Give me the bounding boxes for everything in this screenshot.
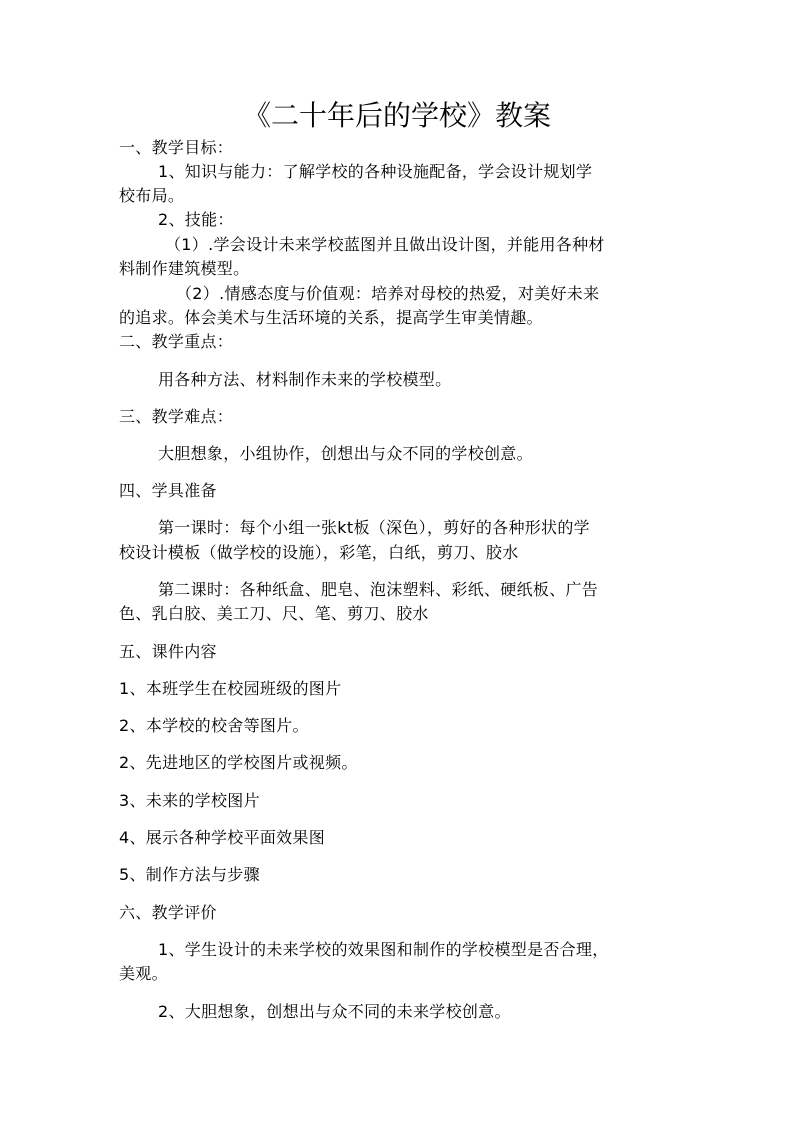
list-item: 2、先进地区的学校图片或视频。 (119, 753, 358, 772)
objective-skill2-line2: 的追求。体会美术与生活环境的关系，提高学生审美情趣。 (119, 308, 543, 327)
materials-lesson2-line1: 第二课时：各种纸盒、肥皂、泡沫塑料、彩纸、硬纸板、广告 (158, 580, 599, 599)
objective-knowledge-line1: 1、知识与能力：了解学校的各种设施配备，学会设计规划学 (158, 162, 593, 181)
materials-lesson1-line2: 校设计模板（做学校的设施），彩笔，白纸，剪刀、胶水 (119, 543, 519, 562)
materials-lesson2-line2: 色、乳白胶、美工刀、尺、笔、剪刀、胶水 (119, 604, 429, 623)
evaluation-item2: 2、大胆想象，创想出与众不同的未来学校创意。 (158, 1002, 511, 1021)
materials-lesson1-line1: 第一课时：每个小组一张kt板（深色），剪好的各种形状的学 (158, 518, 590, 537)
objective-knowledge-line2: 校布局。 (119, 186, 185, 205)
objective-skill1-line2: 料制作建筑模型。 (119, 259, 250, 278)
key-points-text: 用各种方法、材料制作未来的学校模型。 (158, 370, 452, 389)
section-heading-materials: 四、学具准备 (119, 481, 217, 500)
list-item: 3、未来的学校图片 (119, 791, 260, 810)
objective-skill2-line1: （2）.情感态度与价值观：培养对母校的热爱，对美好未来 (176, 284, 600, 303)
section-heading-evaluation: 六、教学评价 (119, 903, 217, 922)
evaluation-item1-line1: 1、学生设计的未来学校的效果图和制作的学校模型是否合理， (158, 940, 609, 959)
section-heading-objectives: 一、教学目标： (119, 138, 234, 157)
section-heading-courseware: 五、课件内容 (119, 642, 217, 661)
list-item: 5、制作方法与步骤 (119, 865, 260, 884)
objective-skill1-line1: （1）.学会设计未来学校蓝图并且做出设计图，并能用各种材 (165, 235, 605, 254)
section-heading-difficulties: 三、教学难点： (119, 407, 234, 426)
list-item: 1、本班学生在校园班级的图片 (119, 679, 342, 698)
difficulties-text: 大胆想象，小组协作，创想出与众不同的学校创意。 (158, 444, 533, 463)
evaluation-item1-line2: 美观。 (119, 964, 168, 983)
list-item: 2、本学校的校舍等图片。 (119, 716, 309, 735)
list-item: 4、展示各种学校平面效果图 (119, 828, 326, 847)
objective-skills: 2、技能： (158, 210, 234, 229)
document-title: 《二十年后的学校》教案 (242, 99, 551, 132)
section-heading-key-points: 二、教学重点： (119, 332, 234, 351)
